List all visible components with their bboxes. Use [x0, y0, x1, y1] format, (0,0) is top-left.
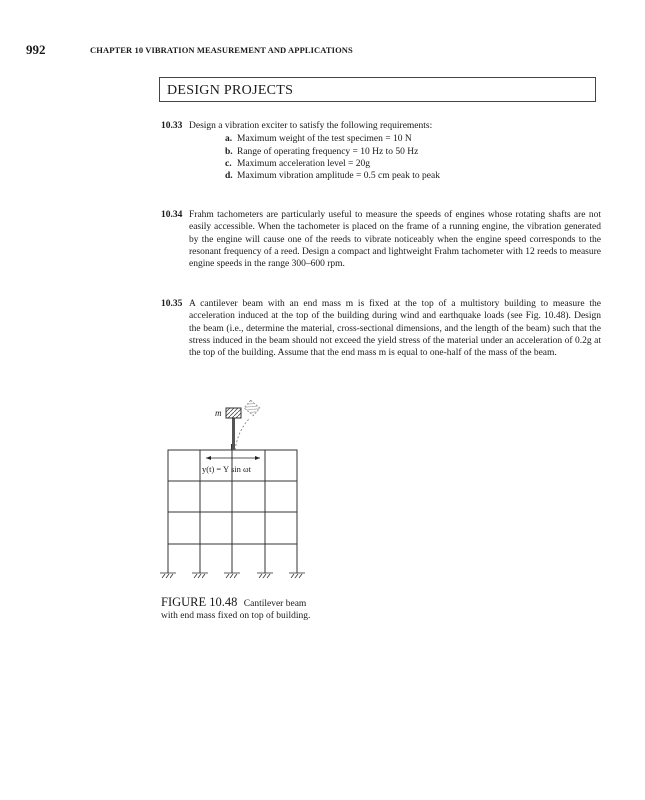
problem-10-35 — [161, 298, 601, 359]
chapter-title: CHAPTER 10 VIBRATION MEASUREMENT AND APPLICATIONS — [90, 45, 353, 55]
motion-arrow — [206, 456, 260, 460]
problem-number: 10.34 — [161, 210, 183, 220]
problem-intro: Design a vibration exciter to satisfy the following requirements: — [189, 121, 433, 131]
ground-supports — [160, 573, 305, 578]
problem-number: 10.35 — [161, 299, 183, 309]
figure-caption — [161, 596, 321, 622]
figure-caption-text: Cantilever beam with end mass fixed on top of building. — [161, 599, 311, 621]
list-item: c. Maximum acceleration level = 20g — [225, 158, 371, 169]
problem-text: A cantilever beam with an end mass m is fixed at the top of a multistory building to measure the acceleration induced at the top of the building during wind and earthquake loads (see Fig. 10.48). Design the beam (i.e., determine the material, cross-sectional dimensions, and the length of the beam) such that the stress induced in the beam should not exceed the yield stress of the material under an acceleration of 0.2g at the top of the building. Assume that the end mass m is equal to one-half of the mass of the beam. — [189, 299, 601, 359]
figure-label: FIGURE 10.48 — [161, 595, 238, 609]
building-columns — [168, 544, 297, 573]
problem-10-34 — [161, 209, 601, 270]
page-number: 992 — [26, 42, 46, 57]
deflected-mass — [244, 400, 260, 415]
problem-text: Frahm tachometers are particularly useful to measure the speeds of engines whose rotating shafts are not easily accessible. When the tachometer is placed on the frame of a running engine, the vibration generated by the engine will cause one of the reeds to vibrate noticeably when the engine speed corresponds to the resonant frequency of a reed. Design a compact and lightweight Frahm tachometer with 12 reeds to measure engine speeds in the range 300–600 rpm. — [189, 210, 601, 270]
problem-10-33 — [161, 120, 601, 182]
cantilever-beam — [232, 418, 235, 450]
building-diagram — [150, 400, 320, 590]
mass-label: m — [215, 408, 222, 418]
page-header — [26, 42, 616, 58]
section-title: DESIGN PROJECTS — [167, 83, 294, 98]
list-item: b. Range of operating frequency = 10 Hz to 50 Hz — [225, 146, 419, 157]
figure-10-48 — [150, 400, 320, 590]
problem-number: 10.33 — [161, 121, 183, 131]
end-mass — [226, 408, 241, 418]
list-item: a. Maximum weight of the test specimen = 10 N — [225, 134, 412, 145]
motion-label: y(t) = Y sin ωt — [202, 464, 251, 474]
requirements-list — [225, 133, 601, 182]
deflected-beam — [235, 418, 250, 450]
section-heading-box — [159, 77, 596, 102]
list-item: d. Maximum vibration amplitude = 0.5 cm peak to peak — [225, 171, 440, 182]
